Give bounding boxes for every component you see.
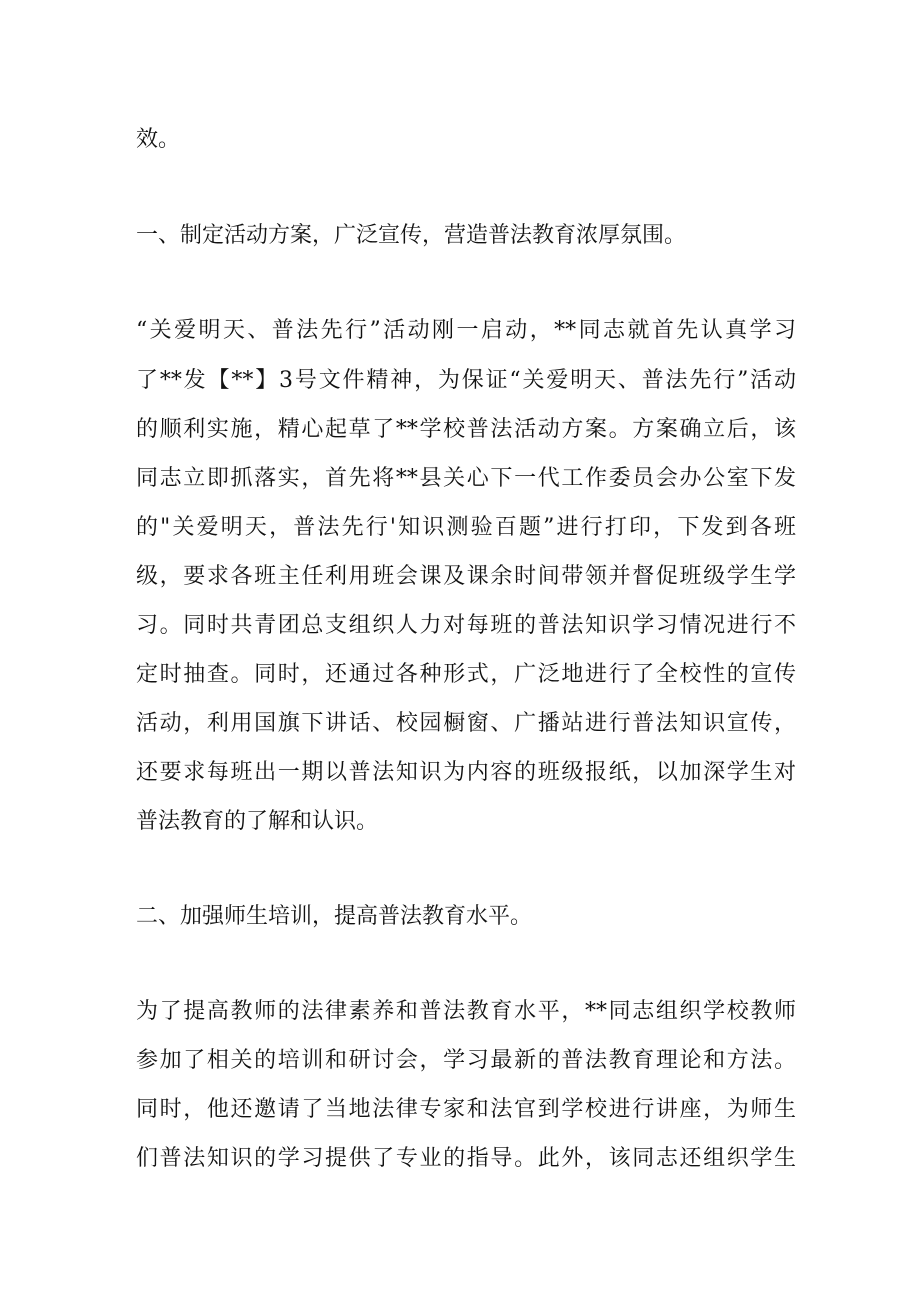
section-2-line: 同时，他还邀请了当地法律专家和法官到学校进行讲座，为师生 <box>136 1097 796 1122</box>
section-1-line: 习。同时共青团总支组织人力对每班的普法知识学习情况进行不 <box>136 613 796 638</box>
section-2-line: 们普法知识的学习提供了专业的指导。此外，该同志还组织学生 <box>136 1146 796 1171</box>
section-1-line: 了**发【**】3号文件精神，为保证“关爱明天、普法先行”活动 <box>136 368 796 393</box>
section-2-line: 参加了相关的培训和研讨会，学习最新的普法教育理论和方法。 <box>136 1048 796 1073</box>
section-1-line: 普法教育的了解和认识。 <box>136 809 379 834</box>
section-1-line: “关爱明天、普法先行”活动刚一启动，**同志就首先认真学习 <box>136 318 796 343</box>
section-1-line: 的"关爱明天，普法先行'知识测验百题”进行打印，下发到各班 <box>136 515 796 540</box>
paragraph-continuation: 效。 <box>136 127 181 152</box>
section-1-line: 还要求每班出一期以普法知识为内容的班级报纸，以加深学生对 <box>136 760 796 785</box>
section-1-line: 级，要求各班主任利用班会课及课余时间带领并督促班级学生学 <box>136 564 796 589</box>
section-1-heading: 一、制定活动方案，广泛宣传，营造普法教育浓厚氛围。 <box>136 223 687 248</box>
section-2-line: 为了提高教师的法律素养和普法教育水平，**同志组织学校教师 <box>136 999 796 1024</box>
section-1-line: 活动，利用国旗下讲话、校园橱窗、广播站进行普法知识宣传， <box>136 711 796 736</box>
section-1-line: 的顺利实施，精心起草了**学校普法活动方案。方案确立后，该 <box>136 417 796 442</box>
section-1-line: 同志立即抓落实，首先将**县关心下一代工作委员会办公室下发 <box>136 466 796 491</box>
section-2-heading: 二、加强师生培训，提高普法教育水平。 <box>136 904 533 929</box>
section-1-line: 定时抽查。同时，还通过各种形式，广泛地进行了全校性的宣传 <box>136 662 796 687</box>
